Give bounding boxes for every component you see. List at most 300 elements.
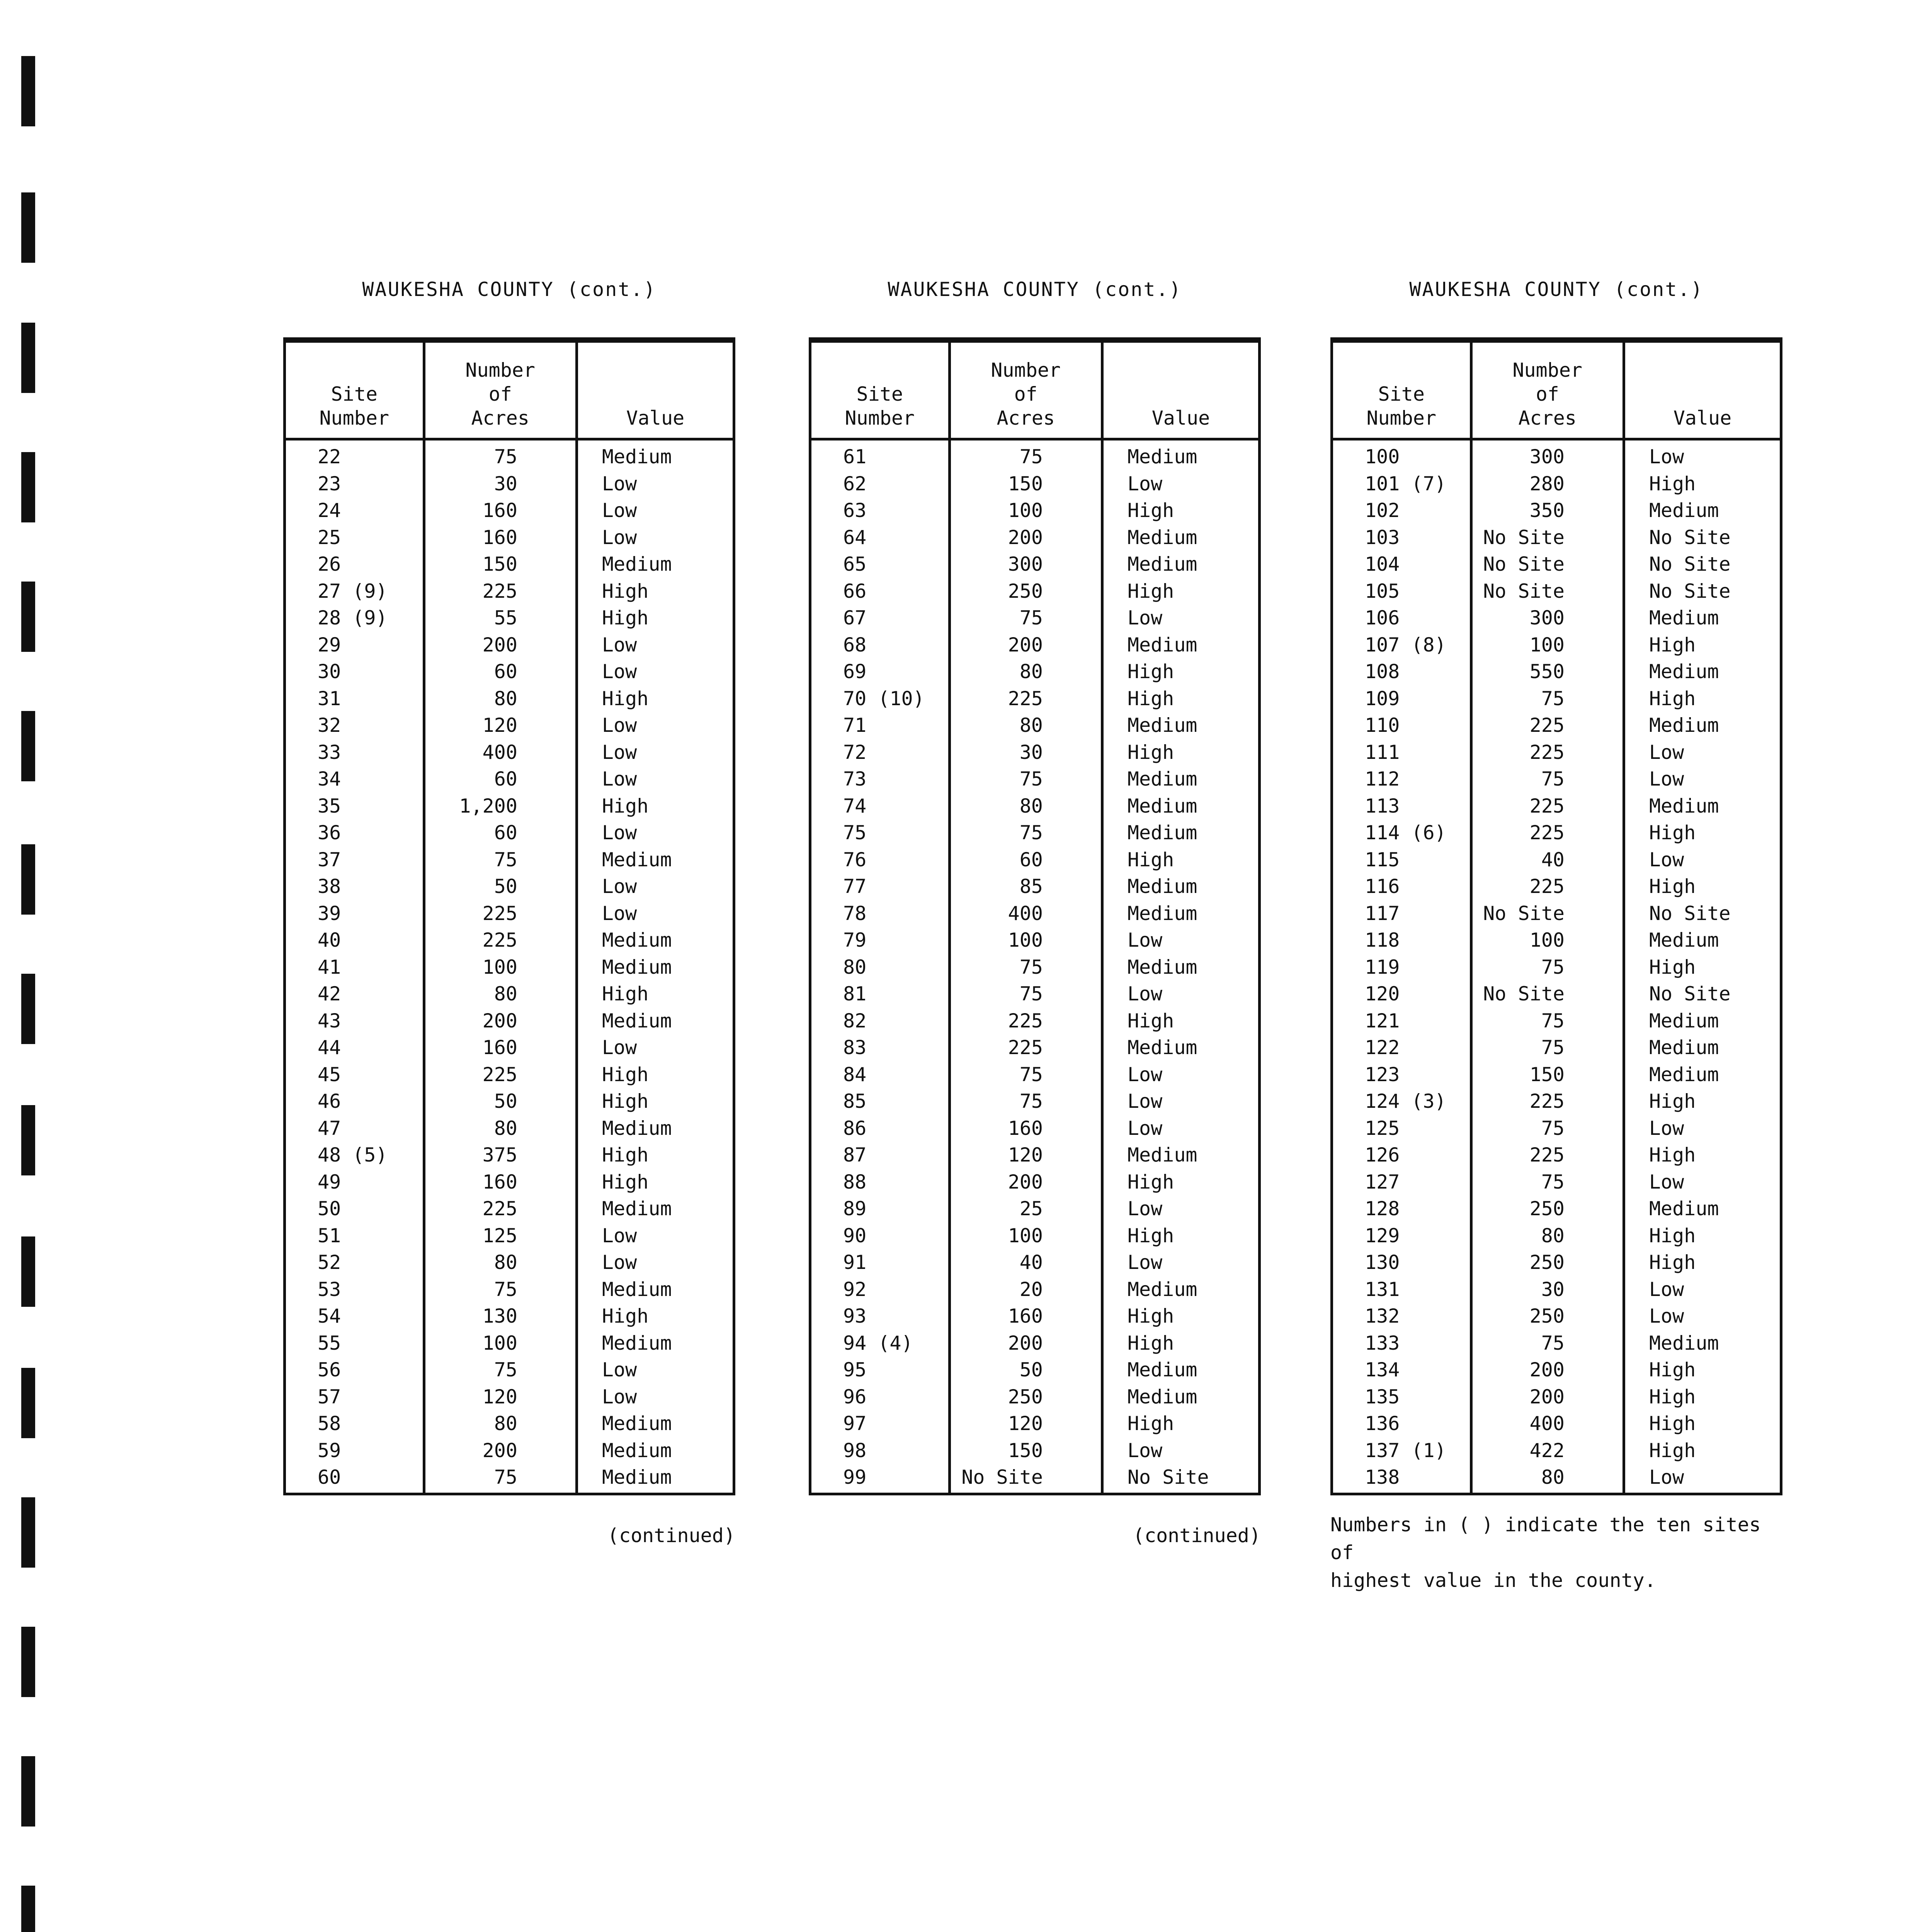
site-number-cell: 44 xyxy=(318,1036,341,1059)
acres-cell: 25 xyxy=(949,1196,1102,1223)
site-number-cell: 111 xyxy=(1365,741,1400,764)
table-row xyxy=(1332,1330,1781,1357)
table-row xyxy=(285,873,734,900)
site-number-cell: 43 xyxy=(318,1009,341,1032)
acres-cell: 100 xyxy=(1471,927,1624,954)
acres-cell: 200 xyxy=(424,632,577,659)
table-row xyxy=(285,900,734,927)
table-row xyxy=(1332,605,1781,632)
table-row xyxy=(810,632,1260,659)
value-cell: Low xyxy=(1102,1088,1259,1115)
site-number-cell: 102 xyxy=(1365,499,1400,522)
table-row xyxy=(285,1223,734,1250)
acres-cell: 75 xyxy=(949,981,1102,1008)
site-number-cell: 81 xyxy=(843,983,867,1005)
site-number-cell: 84 xyxy=(843,1063,867,1086)
site-number-cell: 46 xyxy=(318,1090,341,1112)
acres-cell: 550 xyxy=(1471,658,1624,685)
table-row xyxy=(1332,739,1781,766)
header-number-of-acres: Number of Acres xyxy=(949,340,1102,439)
site-number-cell: 97 xyxy=(843,1412,867,1435)
table-row xyxy=(810,954,1260,981)
site-number-cell: 123 xyxy=(1365,1063,1400,1086)
table-row xyxy=(285,1008,734,1035)
site-number-cell: 95 xyxy=(843,1359,867,1381)
site-table xyxy=(809,337,1261,1495)
acres-cell: 75 xyxy=(1471,685,1624,713)
acres-cell: 80 xyxy=(424,1115,577,1142)
table-row xyxy=(1332,820,1781,847)
table-row xyxy=(285,439,734,471)
site-number-cell: 34 xyxy=(318,768,341,790)
acres-cell: No Site xyxy=(1471,524,1624,551)
site-number-cell: 113 xyxy=(1365,794,1400,817)
site-number-cell: 115 xyxy=(1365,848,1400,871)
site-number-cell: 33 xyxy=(318,741,341,764)
site-number-cell: 75 xyxy=(843,821,867,844)
binding-mark xyxy=(21,56,35,126)
site-number-cell: 42 xyxy=(318,983,341,1005)
site-number-cell: 94 (4) xyxy=(843,1332,913,1354)
site-number-cell: 110 xyxy=(1365,714,1400,736)
value-cell: No Site xyxy=(1624,900,1781,927)
acres-cell: No Site xyxy=(949,1464,1102,1494)
value-cell: Low xyxy=(1624,766,1781,793)
site-number-cell: 90 xyxy=(843,1224,867,1247)
value-cell: Medium xyxy=(1624,927,1781,954)
acres-cell: 75 xyxy=(1471,1330,1624,1357)
acres-cell: 80 xyxy=(424,981,577,1008)
site-number-cell: 47 xyxy=(318,1117,341,1139)
site-number-cell: 133 xyxy=(1365,1332,1400,1354)
header-value: Value xyxy=(1624,340,1781,439)
acres-cell: 225 xyxy=(949,685,1102,713)
table-row xyxy=(1332,578,1781,605)
value-cell: Medium xyxy=(577,1410,734,1437)
value-cell: Medium xyxy=(577,1276,734,1303)
value-cell: Medium xyxy=(1624,1196,1781,1223)
site-number-cell: 138 xyxy=(1365,1466,1400,1488)
value-cell: Medium xyxy=(1102,439,1259,471)
site-number-cell: 135 xyxy=(1365,1385,1400,1408)
table-row xyxy=(285,847,734,874)
value-cell: High xyxy=(1102,1169,1259,1196)
value-cell: Medium xyxy=(577,954,734,981)
value-cell: Medium xyxy=(577,1330,734,1357)
acres-cell: 200 xyxy=(949,1169,1102,1196)
value-cell: Low xyxy=(1102,927,1259,954)
acres-cell: 75 xyxy=(949,605,1102,632)
table-row xyxy=(285,1061,734,1088)
table-row xyxy=(285,1034,734,1061)
table-row xyxy=(1332,1357,1781,1384)
value-cell: High xyxy=(1624,471,1781,498)
table-row xyxy=(810,1357,1260,1384)
value-cell: Medium xyxy=(1102,900,1259,927)
table-row xyxy=(810,605,1260,632)
acres-cell: 120 xyxy=(949,1410,1102,1437)
table-row xyxy=(810,1034,1260,1061)
site-number-cell: 91 xyxy=(843,1251,867,1274)
binding-mark xyxy=(21,1627,35,1697)
acres-cell: 80 xyxy=(1471,1223,1624,1250)
site-number-cell: 108 xyxy=(1365,660,1400,683)
value-cell: High xyxy=(1102,847,1259,874)
table-row xyxy=(1332,439,1781,471)
acres-cell: No Site xyxy=(1471,900,1624,927)
value-cell: High xyxy=(577,1142,734,1169)
value-cell: Medium xyxy=(1624,497,1781,524)
site-number-cell: 136 xyxy=(1365,1412,1400,1435)
table-row xyxy=(285,1088,734,1115)
acres-cell: 225 xyxy=(1471,1142,1624,1169)
site-table xyxy=(1330,337,1782,1495)
value-cell: Medium xyxy=(577,1115,734,1142)
acres-cell: 375 xyxy=(424,1142,577,1169)
table-row xyxy=(810,820,1260,847)
table-row xyxy=(285,1115,734,1142)
table-row xyxy=(810,1330,1260,1357)
table-row xyxy=(1332,1223,1781,1250)
acres-cell: 75 xyxy=(1471,1008,1624,1035)
acres-cell: 160 xyxy=(949,1303,1102,1330)
site-number-cell: 119 xyxy=(1365,956,1400,978)
site-number-cell: 54 xyxy=(318,1305,341,1327)
value-cell: Medium xyxy=(577,847,734,874)
binding-mark xyxy=(21,1236,35,1307)
site-number-cell: 68 xyxy=(843,633,867,656)
value-cell: High xyxy=(1624,820,1781,847)
value-cell: No Site xyxy=(1102,1464,1259,1494)
acres-cell: 60 xyxy=(949,847,1102,874)
table-row xyxy=(285,820,734,847)
section-title: WAUKESHA COUNTY (cont.) xyxy=(888,278,1182,301)
value-cell: High xyxy=(1102,1008,1259,1035)
value-cell: Medium xyxy=(1624,712,1781,739)
acres-cell: 30 xyxy=(424,471,577,498)
value-cell: Low xyxy=(577,524,734,551)
site-number-cell: 39 xyxy=(318,902,341,925)
binding-mark xyxy=(21,974,35,1044)
acres-cell: 250 xyxy=(1471,1196,1624,1223)
site-number-cell: 31 xyxy=(318,687,341,710)
value-cell: High xyxy=(577,1088,734,1115)
site-number-cell: 67 xyxy=(843,607,867,629)
acres-cell: 100 xyxy=(1471,632,1624,659)
acres-cell: 60 xyxy=(424,658,577,685)
acres-cell: 30 xyxy=(1471,1276,1624,1303)
site-number-cell: 103 xyxy=(1365,526,1400,549)
acres-cell: 250 xyxy=(949,578,1102,605)
table-row xyxy=(1332,1061,1781,1088)
acres-cell: 300 xyxy=(1471,439,1624,471)
site-number-cell: 73 xyxy=(843,768,867,790)
header-site-number: Site Number xyxy=(810,340,950,439)
value-cell: High xyxy=(1624,685,1781,713)
site-number-cell: 87 xyxy=(843,1144,867,1166)
site-number-cell: 105 xyxy=(1365,580,1400,602)
site-number-cell: 80 xyxy=(843,956,867,978)
acres-cell: 400 xyxy=(1471,1410,1624,1437)
site-number-cell: 57 xyxy=(318,1385,341,1408)
value-cell: Medium xyxy=(1102,766,1259,793)
acres-cell: 225 xyxy=(424,1196,577,1223)
value-cell: Low xyxy=(1624,1303,1781,1330)
acres-cell: 100 xyxy=(424,954,577,981)
table-header-row xyxy=(810,340,1260,439)
table-row xyxy=(810,497,1260,524)
site-number-cell: 118 xyxy=(1365,929,1400,951)
table-row xyxy=(810,900,1260,927)
site-number-cell: 137 (1) xyxy=(1365,1439,1446,1462)
table-row xyxy=(810,847,1260,874)
value-cell: Medium xyxy=(577,1008,734,1035)
table-row xyxy=(810,524,1260,551)
table-row xyxy=(810,1169,1260,1196)
binding-mark xyxy=(21,582,35,652)
section-title: WAUKESHA COUNTY (cont.) xyxy=(362,278,656,301)
value-cell: No Site xyxy=(1624,981,1781,1008)
acres-cell: 75 xyxy=(949,439,1102,471)
site-number-cell: 127 xyxy=(1365,1170,1400,1193)
site-number-cell: 128 xyxy=(1365,1197,1400,1220)
binding-mark xyxy=(21,711,35,781)
site-number-cell: 23 xyxy=(318,472,341,495)
value-cell: High xyxy=(577,1061,734,1088)
value-cell: High xyxy=(1624,1437,1781,1464)
site-number-cell: 93 xyxy=(843,1305,867,1327)
site-number-cell: 49 xyxy=(318,1170,341,1193)
value-cell: High xyxy=(1102,739,1259,766)
table-row xyxy=(810,1410,1260,1437)
table-row xyxy=(1332,1410,1781,1437)
acres-cell: 250 xyxy=(949,1384,1102,1411)
header-site-number: Site Number xyxy=(1332,340,1471,439)
value-cell: Medium xyxy=(1624,658,1781,685)
site-number-cell: 38 xyxy=(318,875,341,898)
acres-cell: 225 xyxy=(949,1008,1102,1035)
value-cell: Low xyxy=(1102,981,1259,1008)
table-row xyxy=(1332,1249,1781,1276)
acres-cell: 40 xyxy=(949,1249,1102,1276)
value-cell: High xyxy=(1102,497,1259,524)
value-cell: Low xyxy=(577,1223,734,1250)
acres-cell: 225 xyxy=(1471,1088,1624,1115)
value-cell: Medium xyxy=(1102,820,1259,847)
value-cell: Low xyxy=(1624,847,1781,874)
table-row xyxy=(810,1008,1260,1035)
table-row xyxy=(285,1249,734,1276)
site-number-cell: 50 xyxy=(318,1197,341,1220)
section-title: WAUKESHA COUNTY (cont.) xyxy=(1409,278,1704,301)
site-number-cell: 26 xyxy=(318,553,341,575)
site-number-cell: 82 xyxy=(843,1009,867,1032)
acres-cell: 50 xyxy=(424,873,577,900)
table-row xyxy=(810,927,1260,954)
value-cell: No Site xyxy=(1624,578,1781,605)
value-cell: No Site xyxy=(1624,524,1781,551)
table-row xyxy=(285,927,734,954)
value-cell: Medium xyxy=(1624,1008,1781,1035)
table-row xyxy=(1332,793,1781,820)
site-table xyxy=(283,337,735,1495)
site-number-cell: 99 xyxy=(843,1466,867,1488)
site-number-cell: 58 xyxy=(318,1412,341,1435)
site-number-cell: 62 xyxy=(843,472,867,495)
value-cell: Medium xyxy=(577,439,734,471)
footnote: Numbers in ( ) indicate the ten sites of highest value in the county. xyxy=(1330,1513,1761,1592)
binding-mark xyxy=(21,1368,35,1438)
table-body xyxy=(1332,439,1781,1494)
acres-cell: 75 xyxy=(1471,766,1624,793)
acres-cell: 120 xyxy=(424,712,577,739)
value-cell: High xyxy=(1102,1330,1259,1357)
acres-cell: 60 xyxy=(424,820,577,847)
acres-cell: 40 xyxy=(1471,847,1624,874)
site-number-cell: 41 xyxy=(318,956,341,978)
value-cell: High xyxy=(1624,954,1781,981)
value-cell: Low xyxy=(577,497,734,524)
table-row xyxy=(1332,497,1781,524)
table-row xyxy=(810,739,1260,766)
value-cell: High xyxy=(1102,1410,1259,1437)
site-number-cell: 63 xyxy=(843,499,867,522)
value-cell: Medium xyxy=(1102,524,1259,551)
acres-cell: 160 xyxy=(424,524,577,551)
site-number-cell: 25 xyxy=(318,526,341,549)
acres-cell: 225 xyxy=(1471,739,1624,766)
table-row xyxy=(1332,954,1781,981)
acres-cell: 225 xyxy=(1471,820,1624,847)
acres-cell: 200 xyxy=(1471,1357,1624,1384)
acres-cell: 80 xyxy=(424,685,577,713)
acres-cell: 225 xyxy=(1471,793,1624,820)
acres-cell: 75 xyxy=(1471,1169,1624,1196)
value-cell: Medium xyxy=(1102,1276,1259,1303)
acres-cell: 150 xyxy=(424,551,577,578)
table-row xyxy=(1332,900,1781,927)
site-number-cell: 130 xyxy=(1365,1251,1400,1274)
binding-mark xyxy=(21,1886,35,1932)
acres-cell: 225 xyxy=(424,927,577,954)
table-row xyxy=(1332,927,1781,954)
table-row xyxy=(810,793,1260,820)
binding-mark xyxy=(21,1105,35,1175)
acres-cell: 225 xyxy=(1471,712,1624,739)
acres-cell: 300 xyxy=(949,551,1102,578)
site-number-cell: 24 xyxy=(318,499,341,522)
site-number-cell: 66 xyxy=(843,580,867,602)
value-cell: Medium xyxy=(1102,1034,1259,1061)
table-row xyxy=(810,873,1260,900)
table-body xyxy=(810,439,1260,1494)
acres-cell: 200 xyxy=(949,1330,1102,1357)
table-row xyxy=(285,578,734,605)
acres-cell: 55 xyxy=(424,605,577,632)
value-cell: No Site xyxy=(1624,551,1781,578)
site-number-cell: 32 xyxy=(318,714,341,736)
acres-cell: 75 xyxy=(949,954,1102,981)
acres-cell: 422 xyxy=(1471,1437,1624,1464)
value-cell: High xyxy=(577,1169,734,1196)
header-value: Value xyxy=(1102,340,1259,439)
acres-cell: 50 xyxy=(424,1088,577,1115)
acres-cell: 400 xyxy=(949,900,1102,927)
site-number-cell: 101 (7) xyxy=(1365,472,1446,495)
site-number-cell: 65 xyxy=(843,553,867,575)
value-cell: Medium xyxy=(1102,793,1259,820)
table-row xyxy=(285,1303,734,1330)
value-cell: Low xyxy=(1102,471,1259,498)
acres-cell: 200 xyxy=(949,524,1102,551)
acres-cell: 250 xyxy=(1471,1249,1624,1276)
acres-cell: No Site xyxy=(1471,981,1624,1008)
site-number-cell: 69 xyxy=(843,660,867,683)
site-number-cell: 107 (8) xyxy=(1365,633,1446,656)
acres-cell: 50 xyxy=(949,1357,1102,1384)
value-cell: High xyxy=(1624,873,1781,900)
site-number-cell: 40 xyxy=(318,929,341,951)
table-row xyxy=(285,766,734,793)
acres-cell: 350 xyxy=(1471,497,1624,524)
table-row xyxy=(285,497,734,524)
table-row xyxy=(1332,1034,1781,1061)
binding-mark xyxy=(21,1497,35,1568)
site-number-cell: 122 xyxy=(1365,1036,1400,1059)
table-row xyxy=(1332,551,1781,578)
value-cell: High xyxy=(1624,1384,1781,1411)
table-row xyxy=(285,685,734,713)
acres-cell: 30 xyxy=(949,739,1102,766)
table-row xyxy=(810,658,1260,685)
value-cell: Low xyxy=(1624,1169,1781,1196)
table-header-row xyxy=(285,340,734,439)
value-cell: Low xyxy=(1102,1196,1259,1223)
value-cell: High xyxy=(1624,1223,1781,1250)
table-body xyxy=(285,439,734,1494)
site-number-cell: 64 xyxy=(843,526,867,549)
table-row xyxy=(1332,712,1781,739)
table-row xyxy=(285,551,734,578)
acres-cell: 1,200 xyxy=(424,793,577,820)
site-number-cell: 121 xyxy=(1365,1009,1400,1032)
acres-cell: 75 xyxy=(949,1088,1102,1115)
value-cell: High xyxy=(1624,1142,1781,1169)
acres-cell: 75 xyxy=(949,1061,1102,1088)
acres-cell: 75 xyxy=(949,766,1102,793)
table-row xyxy=(285,1142,734,1169)
acres-cell: 160 xyxy=(424,1034,577,1061)
site-number-cell: 134 xyxy=(1365,1359,1400,1381)
acres-cell: 400 xyxy=(424,739,577,766)
value-cell: Medium xyxy=(577,1196,734,1223)
site-number-cell: 92 xyxy=(843,1278,867,1301)
table-row xyxy=(285,1437,734,1464)
county-table-section-1 xyxy=(283,278,735,1547)
table-row xyxy=(810,1303,1260,1330)
acres-cell: 60 xyxy=(424,766,577,793)
table-row xyxy=(285,1330,734,1357)
site-number-cell: 55 xyxy=(318,1332,341,1354)
acres-cell: 120 xyxy=(949,1142,1102,1169)
table-row xyxy=(285,658,734,685)
table-row xyxy=(810,1437,1260,1464)
table-row xyxy=(1332,685,1781,713)
acres-cell: 80 xyxy=(424,1249,577,1276)
acres-cell: 75 xyxy=(424,1357,577,1384)
site-number-cell: 61 xyxy=(843,446,867,468)
acres-cell: No Site xyxy=(1471,551,1624,578)
